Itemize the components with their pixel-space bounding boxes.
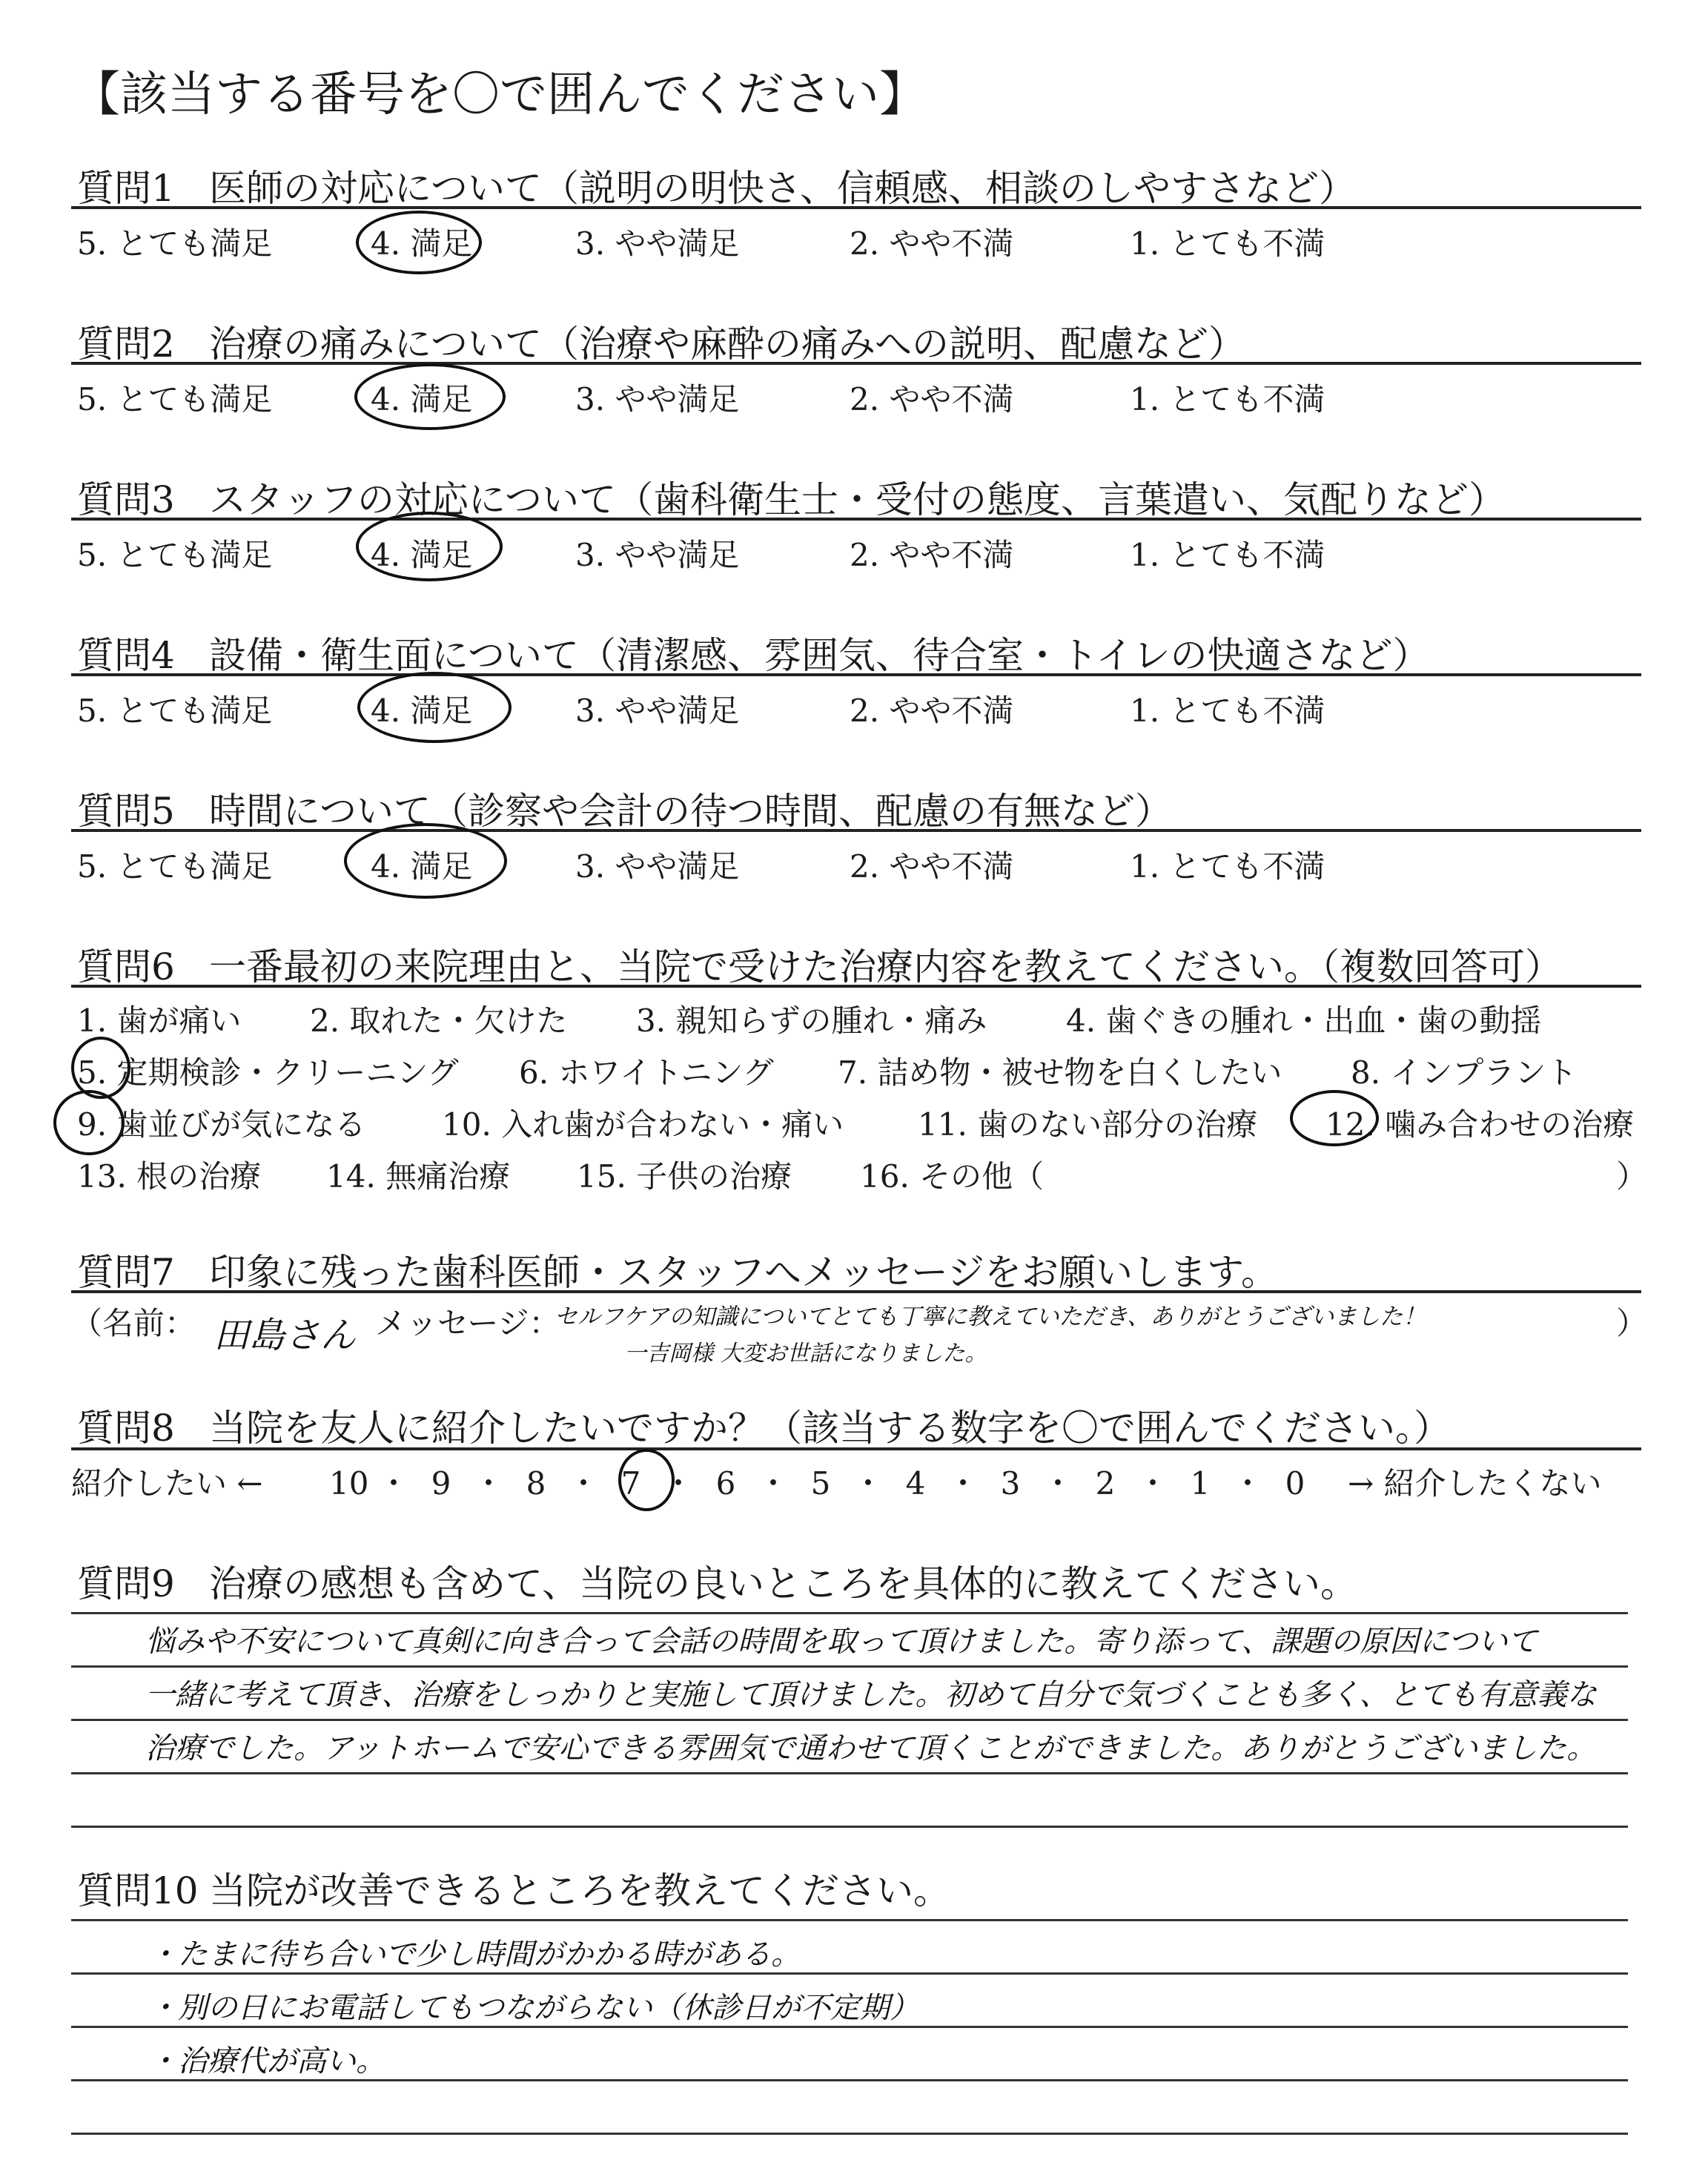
q3-label: 質問3 — [77, 478, 175, 521]
q6-option-6[interactable]: 6. ホワイトニング — [519, 1054, 774, 1091]
q5-option-2[interactable]: 2. やや不満 — [850, 848, 1014, 885]
q4-option-5[interactable]: 5. とても満足 — [77, 693, 273, 729]
q3-rule — [71, 518, 1641, 521]
q6-title: 一番最初の来院理由と、当院で受けた治療内容を教えてください。（複数回答可） — [209, 945, 1562, 988]
q10-answer-line-1: ・たまに待ち合いで少し時間がかかる時がある。 — [148, 1938, 801, 1972]
q8-scale-4[interactable]: 4 — [905, 1465, 926, 1502]
q6-option-16-close: ） — [1616, 1158, 1648, 1195]
q6-option-7[interactable]: 7. 詰め物・被せ物を白くしたい — [838, 1054, 1282, 1091]
q4-title: 設備・衛生面について（清潔感、雰囲気、待合室・トイレの快適さなど） — [209, 634, 1430, 677]
q10-line-4 — [71, 2133, 1628, 2135]
q8-rule — [71, 1447, 1641, 1450]
q2-label: 質問2 — [77, 323, 175, 366]
q6-circle-option-12 — [1290, 1090, 1379, 1146]
q3-option-2[interactable]: 2. やや不満 — [850, 537, 1014, 573]
q6-label: 質問6 — [77, 945, 175, 988]
q4-option-1[interactable]: 1. とても不満 — [1130, 693, 1325, 729]
q4-option-3[interactable]: 3. やや満足 — [575, 693, 740, 729]
q1-option-4[interactable]: 4. 満足 — [371, 225, 473, 262]
q7-rule — [71, 1290, 1641, 1293]
q6-circle-option-9 — [53, 1090, 125, 1155]
q2-option-3[interactable]: 3. やや満足 — [575, 381, 740, 417]
q8-scale-1[interactable]: 1 — [1190, 1465, 1211, 1502]
q7-message-line-1: セルフケアの知識についてとても丁寧に教えていただき、ありがとうございました！ — [555, 1304, 1426, 1330]
q9-line-3 — [71, 1772, 1628, 1774]
q9-line-4 — [71, 1826, 1628, 1828]
q5-title: 時間について（診察や会計の待つ時間、配慮の有無など） — [209, 790, 1172, 833]
q6-option-11[interactable]: 11. 歯のない部分の治療 — [918, 1106, 1258, 1143]
q6-rule — [71, 985, 1641, 988]
q8-scale-3[interactable]: 3 — [1000, 1465, 1021, 1502]
q8-scale-0[interactable]: 0 — [1285, 1465, 1305, 1502]
q7-name-value: 田島さん — [214, 1315, 357, 1356]
q10-title: 当院が改善できるところを教えてください。 — [209, 1869, 950, 1912]
page-title: 【該当する番号を〇で囲んでください】 — [73, 67, 927, 122]
q9-line-2 — [71, 1719, 1628, 1721]
q6-option-9[interactable]: 9. 歯並びが気になる — [77, 1106, 366, 1143]
q9-title: 治療の感想も含めて、当院の良いところを具体的に教えてください。 — [209, 1562, 1357, 1605]
q8-label: 質問8 — [77, 1407, 175, 1450]
q6-option-5[interactable]: 5. 定期検診・クリーニング — [77, 1054, 459, 1091]
q2-title: 治療の痛みについて（治療や麻酔の痛みへの説明、配慮など） — [209, 323, 1245, 366]
q9-answer-line-3: 治療でした。アットホームで安心できる雰囲気で通わせて頂くことができました。ありがとうございました。 — [145, 1731, 1597, 1766]
q3-option-4[interactable]: 4. 満足 — [371, 537, 473, 573]
q8-scale-5[interactable]: 5 — [810, 1465, 831, 1502]
q2-option-1[interactable]: 1. とても不満 — [1130, 381, 1325, 417]
q6-option-16[interactable]: 16. その他（ — [860, 1158, 1045, 1195]
q4-option-4[interactable]: 4. 満足 — [371, 693, 473, 729]
q2-option-5[interactable]: 5. とても満足 — [77, 381, 273, 417]
q6-option-8[interactable]: 8. インプラント — [1351, 1054, 1578, 1091]
q6-option-15[interactable]: 15. 子供の治療 — [577, 1158, 792, 1195]
q8-scale-2[interactable]: 2 — [1095, 1465, 1116, 1502]
q1-rule — [71, 206, 1641, 209]
q6-option-13[interactable]: 13. 根の治療 — [77, 1158, 262, 1195]
q4-option-2[interactable]: 2. やや不満 — [850, 693, 1014, 729]
q8-scale-7[interactable]: 7 — [620, 1465, 641, 1502]
q7-close-paren: ） — [1616, 1305, 1648, 1341]
q1-label: 質問1 — [77, 167, 175, 210]
q2-rule — [71, 362, 1641, 365]
q7-title: 印象に残った歯科医師・スタッフへメッセージをお願いします。 — [209, 1251, 1278, 1294]
q8-left-label: 紹介したい ← — [71, 1465, 263, 1502]
q7-message-label: メッセージ： — [375, 1305, 560, 1341]
q6-option-4[interactable]: 4. 歯ぐきの腫れ・出血・歯の動揺 — [1066, 1003, 1542, 1039]
q1-option-2[interactable]: 2. やや不満 — [850, 225, 1014, 262]
q6-option-2[interactable]: 2. 取れた・欠けた — [310, 1003, 568, 1039]
q10-answer-line-3: ・治療代が高い。 — [148, 2044, 385, 2078]
q8-answer-circle — [618, 1449, 675, 1511]
q5-option-4[interactable]: 4. 満足 — [371, 848, 473, 885]
q8-scale-8[interactable]: 8 — [526, 1465, 546, 1502]
q7-message-line-2: 一吉岡様 大変お世話になりました。 — [624, 1341, 987, 1367]
q6-option-1[interactable]: 1. 歯が痛い — [77, 1003, 242, 1039]
q1-title: 医師の対応について（説明の明快さ、信頼感、相談のしやすさなど） — [209, 167, 1356, 210]
q10-line-0 — [71, 1919, 1628, 1921]
q1-option-5[interactable]: 5. とても満足 — [77, 225, 273, 262]
q3-option-1[interactable]: 1. とても不満 — [1130, 537, 1325, 573]
q9-line-0 — [71, 1612, 1628, 1614]
q8-scale-6[interactable]: 6 — [715, 1465, 736, 1502]
q8-title: 当院を友人に紹介したいですか？（該当する数字を〇で囲んでください。） — [209, 1407, 1451, 1450]
q1-option-1[interactable]: 1. とても不満 — [1130, 225, 1325, 262]
q8-scale-9[interactable]: 9 — [431, 1465, 451, 1502]
q10-answer-line-2: ・別の日にお電話してもつながらない（休診日が不定期） — [148, 1991, 919, 2025]
q4-answer-circle — [357, 672, 512, 743]
q2-option-4[interactable]: 4. 満足 — [371, 381, 473, 417]
q3-option-5[interactable]: 5. とても満足 — [77, 537, 273, 573]
q9-answer-line-1: 悩みや不安について真剣に向き合って会話の時間を取って頂けました。寄り添って、課題の原因について — [145, 1625, 1537, 1659]
q9-answer-line-2: 一緒に考えて頂き、治療をしっかりと実施して頂けました。初めて自分で気づくことも多く、とても有意義な — [145, 1678, 1597, 1712]
q4-rule — [71, 673, 1641, 676]
q7-label: 質問7 — [77, 1251, 175, 1294]
q8-scale: 10 ・ 9 ・ 8 ・ 7 ・ 6 ・ 5 ・ 4 ・ 3 ・ 2 ・ 1 ・ 0 — [329, 1459, 1312, 1504]
q10-label: 質問10 — [77, 1869, 199, 1912]
q5-label: 質問5 — [77, 790, 175, 833]
q9-label: 質問9 — [77, 1562, 175, 1605]
q6-option-10[interactable]: 10. 入れ歯が合わない・痛い — [442, 1106, 844, 1143]
q3-title: スタッフの対応について（歯科衛生士・受付の態度、言葉遣い、気配りなど） — [209, 478, 1506, 521]
q2-option-2[interactable]: 2. やや不満 — [850, 381, 1014, 417]
q6-option-3[interactable]: 3. 親知らずの腫れ・痛み — [636, 1003, 987, 1039]
q6-option-14[interactable]: 14. 無痛治療 — [326, 1158, 511, 1195]
q1-answer-circle — [356, 211, 482, 274]
q3-answer-circle — [356, 512, 503, 581]
q5-option-3[interactable]: 3. やや満足 — [575, 848, 740, 885]
q8-scale-10[interactable]: 10 — [329, 1465, 369, 1502]
q2-answer-circle — [354, 363, 506, 430]
q4-label: 質問4 — [77, 634, 175, 677]
q6-circle-option-5 — [71, 1037, 130, 1099]
q5-option-5[interactable]: 5. とても満足 — [77, 848, 273, 885]
q5-option-1[interactable]: 1. とても不満 — [1130, 848, 1325, 885]
q6-option-12[interactable]: 12. 噛み合わせの治療 — [1325, 1106, 1635, 1143]
q1-option-3[interactable]: 3. やや満足 — [575, 225, 740, 262]
q7-name-label: （名前： — [71, 1305, 196, 1341]
q9-line-1 — [71, 1665, 1628, 1668]
q8-right-label: → 紹介したくない — [1348, 1465, 1602, 1502]
q5-answer-circle — [344, 823, 507, 899]
q5-rule — [71, 829, 1641, 832]
q3-option-3[interactable]: 3. やや満足 — [575, 537, 740, 573]
